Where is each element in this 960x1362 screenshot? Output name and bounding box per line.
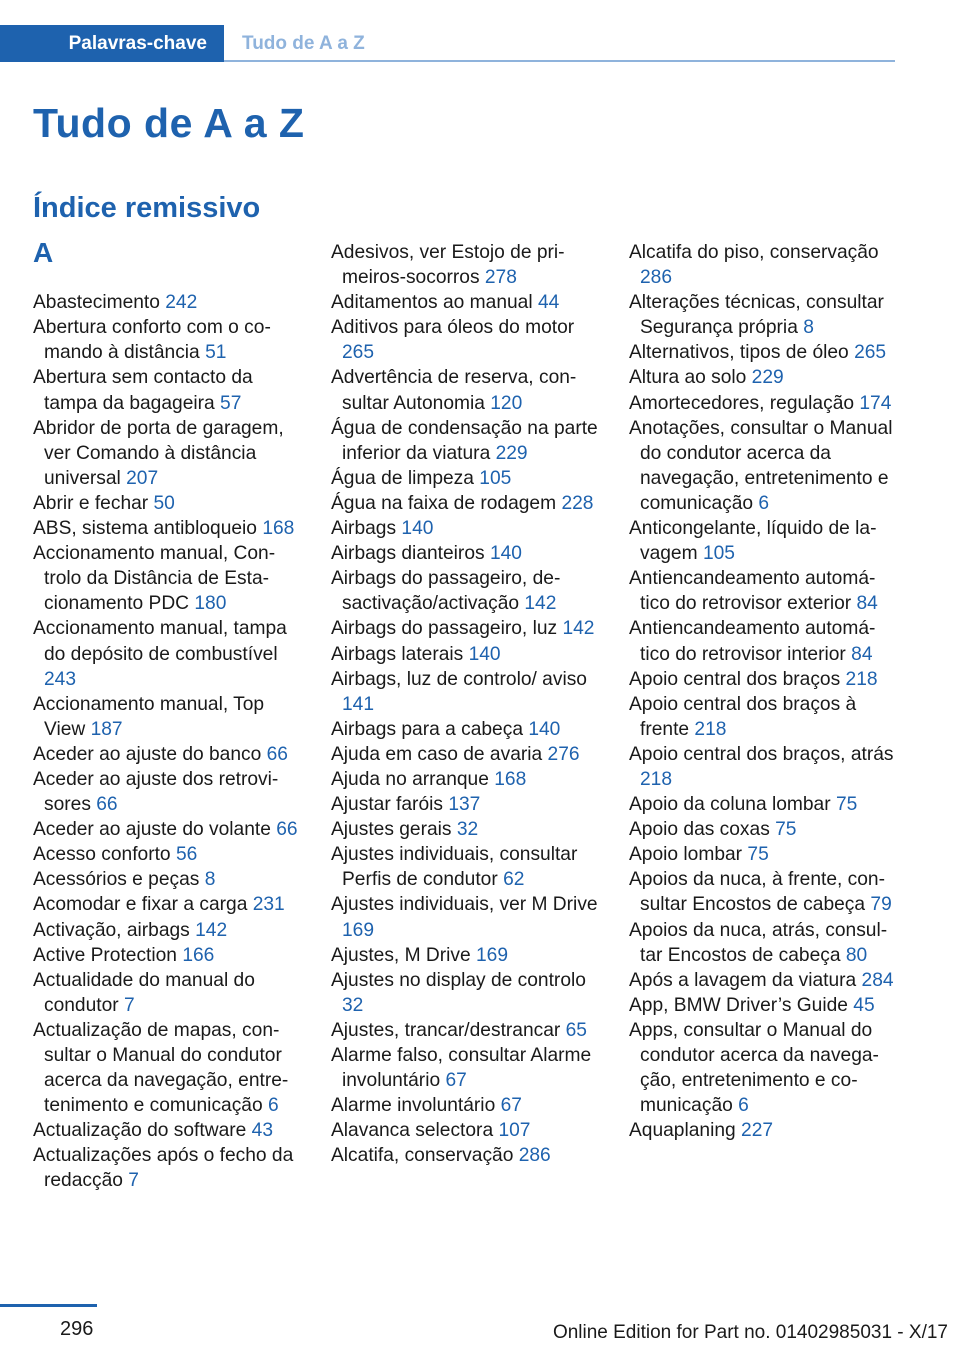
index-entry-text: Advertência de reserva, consultar Autonomia xyxy=(331,367,577,414)
index-entry-text: Alcatifa, conservação xyxy=(331,1145,514,1167)
index-page-link[interactable]: 243 xyxy=(44,668,77,690)
index-page-link[interactable]: 7 xyxy=(128,1170,139,1192)
index-entry-text: Airbags xyxy=(331,518,397,540)
index-page-link[interactable]: 286 xyxy=(518,1145,551,1167)
index-entry-text: Actualidade do manual do condutor xyxy=(33,969,255,1016)
index-entry-text: Alarme falso, consultar Alarme involuntário xyxy=(331,1045,592,1092)
edition-note: Online Edition for Part no. 01402985031 - X/17 xyxy=(552,1322,948,1343)
index-entry-text: Apoio central dos braços, atrás xyxy=(629,743,894,765)
index-entry xyxy=(331,541,599,566)
index-entry-text: Água de limpeza xyxy=(331,467,474,489)
index-entry-text: Ajustes individuais, consultar Perfis de condutor xyxy=(331,844,578,891)
index-page-link[interactable]: 67 xyxy=(500,1095,522,1117)
index-entry-text: Ajuda em caso de avaria xyxy=(331,743,543,765)
index-page-link[interactable]: 75 xyxy=(775,819,797,841)
index-entry xyxy=(629,340,897,365)
index-entry xyxy=(331,516,599,541)
index-entry xyxy=(33,742,301,767)
index-entry xyxy=(629,792,897,817)
index-page-link[interactable]: 65 xyxy=(565,1019,587,1041)
index-page-link[interactable]: 44 xyxy=(537,292,560,314)
index-page-link[interactable]: 229 xyxy=(495,442,528,464)
index-page-link[interactable]: 142 xyxy=(195,919,228,941)
index-entry-text: Active Protection xyxy=(33,944,177,966)
index-entry xyxy=(629,365,897,390)
section-title: Índice remissivo xyxy=(33,192,261,224)
index-page-link[interactable]: 168 xyxy=(494,768,527,790)
index-entry xyxy=(33,315,301,365)
index-entry-text: Actualizações após o fecho da redacção xyxy=(33,1145,294,1192)
index-entry-text: Adesivos, ver Estojo de primeiros-socorros xyxy=(331,242,565,289)
index-entry-text: App, BMW Driver’s Guide xyxy=(629,994,848,1016)
index-entry xyxy=(33,491,301,516)
index-entry-text: Água de condensação na parte inferior da viatura xyxy=(331,417,598,464)
index-entry xyxy=(331,1043,599,1093)
index-page-link[interactable]: 45 xyxy=(853,994,875,1016)
index-page-link[interactable]: 56 xyxy=(175,844,198,866)
index-entry-text: Ajuda no arranque xyxy=(331,768,489,790)
index-page-link[interactable]: 84 xyxy=(851,643,873,665)
index-entry xyxy=(629,566,897,616)
index-entry xyxy=(629,240,897,290)
index-entry xyxy=(629,968,897,993)
index-page-link[interactable]: 265 xyxy=(854,342,887,364)
index-page-link[interactable]: 67 xyxy=(445,1070,467,1092)
index-entry xyxy=(33,516,301,541)
index-entry xyxy=(33,918,301,943)
index-entry xyxy=(331,365,599,415)
index-entry xyxy=(331,642,599,667)
index-entry xyxy=(33,365,301,415)
index-page-link[interactable]: 227 xyxy=(741,1120,774,1142)
index-entry xyxy=(33,541,301,616)
index-page-link[interactable]: 174 xyxy=(859,392,892,414)
index-entry-text: Accionamento manual, tampa do depósito de combustível xyxy=(33,618,287,665)
index-entry-text: Apoio da coluna lombar xyxy=(629,794,831,816)
index-entry-text: Altura ao solo xyxy=(629,367,747,389)
index-entry-text: Alavanca selectora xyxy=(331,1120,494,1142)
index-entry xyxy=(331,968,599,1018)
index-entry-text: Accionamento manual, Controlo da Distância de Estacionamento PDC xyxy=(33,543,276,615)
index-entry-text: Anotações, consultar o Manual do condutor acerca da navegação, entretenimento e comunicação xyxy=(629,417,893,514)
header-tabs xyxy=(0,25,895,62)
index-entry-text: Actualização do software xyxy=(33,1120,247,1142)
index-page-link[interactable]: 231 xyxy=(252,894,285,916)
index-entry-text: Aquaplaning xyxy=(629,1120,736,1142)
index-entry-text: Acesso conforto xyxy=(33,844,171,866)
index-entry-text: Apps, consultar o Manual do condutor acerca da navegação, entretenimento e comunicação xyxy=(629,1019,879,1117)
index-page-link[interactable]: 278 xyxy=(484,267,517,289)
index-page-link[interactable]: 80 xyxy=(845,944,868,966)
index-column-3 xyxy=(629,240,897,1143)
index-page-link[interactable]: 242 xyxy=(165,292,198,314)
index-entry xyxy=(629,1018,897,1118)
index-entry xyxy=(33,1118,301,1143)
index-page-link[interactable]: 140 xyxy=(401,518,434,540)
index-entry-text: Acomodar e fixar a carga xyxy=(33,894,248,916)
index-page-link[interactable]: 140 xyxy=(489,543,522,565)
index-entry xyxy=(331,1093,599,1118)
index-entry-text: Aceder ao ajuste dos retrovisores xyxy=(33,768,279,816)
index-page-link[interactable]: 84 xyxy=(856,593,878,615)
index-page-link[interactable]: 51 xyxy=(205,342,227,364)
index-page-link[interactable]: 50 xyxy=(153,492,175,514)
index-entry-text: Aditamentos ao manual xyxy=(331,292,533,314)
index-page-link[interactable]: 140 xyxy=(528,718,561,740)
index-entry xyxy=(331,566,599,616)
footer-rule xyxy=(0,1304,97,1307)
index-entry xyxy=(33,767,301,817)
index-entry-text: Ajustar faróis xyxy=(331,794,443,816)
index-entry xyxy=(331,416,599,466)
index-entry-text: Airbags, luz de controlo/ aviso xyxy=(331,668,587,690)
index-entry-text: Aceder ao ajuste do volante xyxy=(33,819,271,841)
index-entry xyxy=(629,416,897,516)
tab-a-to-z[interactable]: Tudo de A a Z xyxy=(242,33,365,54)
index-page-link[interactable]: 57 xyxy=(220,392,242,414)
index-entry xyxy=(629,290,897,340)
index-page-link[interactable]: 218 xyxy=(845,668,878,690)
index-page-link[interactable]: 105 xyxy=(702,543,735,565)
index-entry xyxy=(629,516,897,566)
index-entry xyxy=(33,943,301,968)
index-page-link[interactable]: 32 xyxy=(456,819,479,841)
index-page-link[interactable]: 8 xyxy=(803,317,814,339)
index-entry-text: Apoio lombar xyxy=(629,844,743,866)
index-entry xyxy=(331,842,599,892)
index-page-link[interactable]: 229 xyxy=(751,367,784,389)
index-page-link[interactable]: 169 xyxy=(342,919,375,941)
index-entry xyxy=(331,491,599,516)
index-page-link[interactable]: 218 xyxy=(640,768,673,790)
index-page-link[interactable]: 218 xyxy=(694,718,727,740)
index-page-link[interactable]: 286 xyxy=(640,267,673,289)
index-entry xyxy=(331,315,599,365)
index-entry xyxy=(331,1118,599,1143)
index-entry-text: Ajustes gerais xyxy=(331,819,452,841)
index-entry xyxy=(629,742,897,792)
index-page-link[interactable]: 187 xyxy=(90,718,123,740)
index-entry xyxy=(331,792,599,817)
index-entry-text: Apoio das coxas xyxy=(629,819,770,841)
index-entry xyxy=(629,1118,897,1143)
index-page-link[interactable]: 169 xyxy=(476,944,509,966)
index-entry xyxy=(33,892,301,917)
index-entry xyxy=(331,616,599,641)
index-entry xyxy=(33,817,301,842)
index-entry-text: Ajustes, M Drive xyxy=(331,944,471,966)
index-entry-text: Accionamento manual, Top View xyxy=(33,693,265,740)
index-page-link[interactable]: 180 xyxy=(194,593,227,615)
index-entry-text: Aceder ao ajuste do banco xyxy=(33,743,262,765)
index-entry-text: Aditivos para óleos do motor xyxy=(331,317,575,339)
index-entry xyxy=(629,692,897,742)
index-page-link[interactable]: 140 xyxy=(468,643,501,665)
index-page-link[interactable]: 168 xyxy=(262,518,295,540)
index-entry-text: ABS, sistema antibloqueio xyxy=(33,518,257,540)
index-page-link[interactable]: 43 xyxy=(251,1120,273,1142)
index-page-link[interactable]: 7 xyxy=(124,994,135,1016)
index-entry-text: Apoios da nuca, à frente, consultar Encostos de cabeça xyxy=(629,869,885,916)
index-entry xyxy=(629,667,897,692)
index-entry xyxy=(33,692,301,742)
index-page-link[interactable]: 105 xyxy=(479,467,512,489)
index-entry xyxy=(629,391,897,416)
page-number: 296 xyxy=(60,1318,94,1340)
index-entry-text: Antiencandeamento automático do retrovisor interior xyxy=(629,618,876,665)
index-entry-text: Anticongelante, líquido de lavagem xyxy=(629,518,877,565)
index-page-link[interactable]: 276 xyxy=(547,743,580,765)
index-page-link[interactable]: 6 xyxy=(758,492,770,514)
index-entry-text: Airbags dianteiros xyxy=(331,543,485,565)
index-entry xyxy=(331,667,599,717)
index-entry-text: Ajustes no display de controlo xyxy=(331,969,586,991)
index-entry xyxy=(331,767,599,792)
index-entry-text: Acessórios e peças xyxy=(33,869,200,891)
index-entry xyxy=(629,616,897,666)
index-page-link[interactable]: 228 xyxy=(561,492,594,514)
index-entry-text: Apoio central dos braços xyxy=(629,668,841,690)
index-page-link[interactable]: 8 xyxy=(204,869,216,891)
index-entry xyxy=(331,466,599,491)
index-entry xyxy=(33,968,301,1018)
index-entry-text: Actualização de mapas, consultar o Manual do condutor acerca da navegação, entretenimento e comunicação xyxy=(33,1019,289,1117)
index-page-link[interactable]: 62 xyxy=(503,869,525,891)
index-entry xyxy=(33,290,301,315)
index-entry xyxy=(629,842,897,867)
index-entry-text: Abrir e fechar xyxy=(33,492,149,514)
index-entry-text: Apoios da nuca, atrás, consultar Encostos de cabeça xyxy=(629,919,888,966)
index-entry xyxy=(629,817,897,842)
index-entry-text: Antiencandeamento automático do retrovisor exterior xyxy=(629,568,876,615)
index-page-link[interactable]: 66 xyxy=(266,743,288,765)
index-page-link[interactable]: 75 xyxy=(747,844,769,866)
index-page-link[interactable]: 107 xyxy=(498,1120,531,1142)
index-entry-text: Airbags laterais xyxy=(331,643,464,665)
index-entry xyxy=(33,616,301,691)
index-entry xyxy=(629,867,897,917)
index-page-link[interactable]: 141 xyxy=(342,693,375,715)
index-entry-text: Alternativos, tipos de óleo xyxy=(629,342,849,364)
index-entry-text: Água na faixa de rodagem xyxy=(331,492,557,514)
index-entry xyxy=(33,842,301,867)
index-page-link[interactable]: 6 xyxy=(268,1095,279,1117)
index-page-link[interactable]: 137 xyxy=(448,794,481,816)
index-page-link[interactable]: 207 xyxy=(126,467,159,489)
index-entry xyxy=(33,867,301,892)
index-entry xyxy=(331,892,599,942)
index-page-link[interactable]: 32 xyxy=(342,994,364,1016)
index-entry xyxy=(331,943,599,968)
index-entry xyxy=(629,993,897,1018)
index-page-link[interactable]: 142 xyxy=(524,593,557,615)
index-entry-text: Airbags para a cabeça xyxy=(331,718,523,740)
index-entry-text: Abertura conforto com o comando à distância xyxy=(33,317,271,364)
index-entry-text: Airbags do passageiro, desactivação/activação xyxy=(331,568,561,615)
index-entry xyxy=(331,240,599,290)
index-entry-text: Alcatifa do piso, conservação xyxy=(629,242,879,263)
index-entry xyxy=(331,817,599,842)
index-entry xyxy=(331,1143,599,1168)
index-page-link[interactable]: 142 xyxy=(562,618,595,640)
index-entry-text: Abertura sem contacto da tampa da bagageira xyxy=(33,367,253,414)
index-entry-text: Ajustes, trancar/destrancar xyxy=(331,1019,561,1041)
index-entry xyxy=(33,1018,301,1118)
index-entry xyxy=(331,717,599,742)
index-page-link[interactable]: 66 xyxy=(276,819,298,841)
header-rule xyxy=(224,60,895,62)
index-entry-text: Alarme involuntário xyxy=(331,1095,496,1117)
index-entry-text: Abastecimento xyxy=(33,292,160,314)
index-page-link[interactable]: 284 xyxy=(861,969,894,991)
index-column-1 xyxy=(33,237,301,1194)
index-letter: A xyxy=(33,237,54,268)
index-entry xyxy=(331,290,599,315)
index-page-link[interactable]: 75 xyxy=(835,794,858,816)
index-entry xyxy=(629,918,897,968)
index-entry-text: Alterações técnicas, consultar Segurança própria xyxy=(629,292,884,339)
index-page-link[interactable]: 6 xyxy=(738,1095,749,1117)
index-page-link[interactable]: 66 xyxy=(96,794,118,816)
index-entry-text: Apoio central dos braços à frente xyxy=(629,693,857,740)
index-page-link[interactable]: 120 xyxy=(490,392,523,414)
page-title: Tudo de A a Z xyxy=(33,100,305,146)
index-entry-text: Airbags do passageiro, luz xyxy=(331,618,558,640)
index-entry-text: Abridor de porta de garagem, ver Comando à distância universal xyxy=(33,417,284,489)
index-page-link[interactable]: 166 xyxy=(182,944,215,966)
index-entry-text: Amortecedores, regulação xyxy=(629,392,855,414)
index-entry xyxy=(331,1018,599,1043)
index-entry xyxy=(33,416,301,491)
index-entry xyxy=(33,1143,301,1193)
index-entry-text: Ajustes individuais, ver M Drive xyxy=(331,894,598,916)
index-entry-text: Activação, airbags xyxy=(33,919,190,941)
index-entry-text: Após a lavagem da viatura xyxy=(629,969,857,991)
index-page-link[interactable]: 265 xyxy=(342,342,375,364)
tab-keywords[interactable]: Palavras-chave xyxy=(0,25,224,62)
index-entry xyxy=(331,742,599,767)
index-page-link[interactable]: 79 xyxy=(870,894,892,916)
index-column-2 xyxy=(331,240,599,1168)
